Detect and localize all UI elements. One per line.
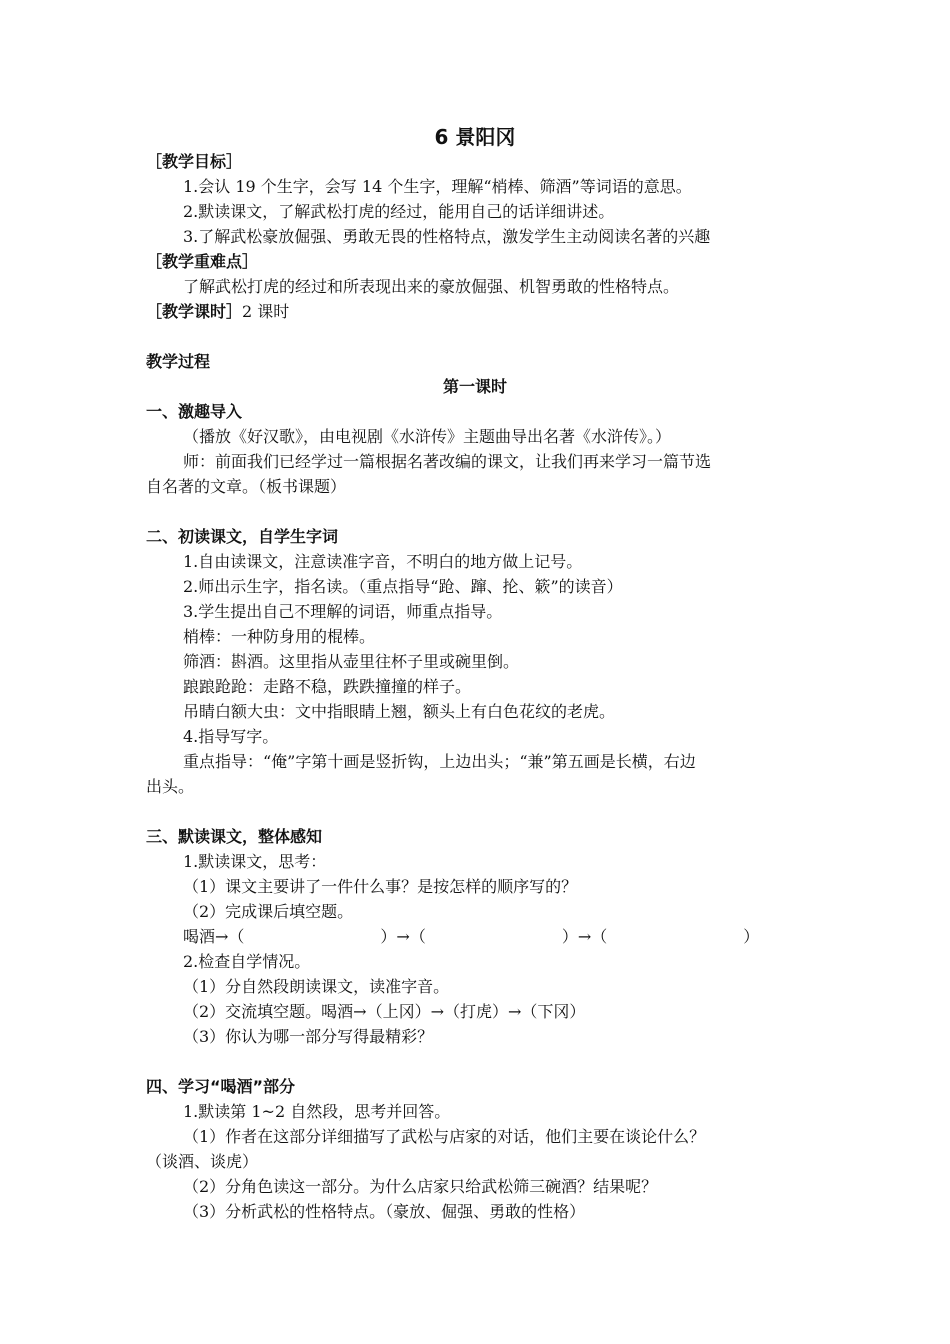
hours-heading: ［教学课时］: [146, 302, 243, 321]
word-definition: 梢棒：一种防身用的棍棒。: [183, 627, 376, 646]
fill-end: ）: [743, 927, 760, 946]
question: （1）作者在这部分详细描写了武松与店家的对话，他们主要在谈论什么？: [183, 1127, 706, 1146]
word-definition: 踉踉跄跄：走路不稳，跌跌撞撞的样子。: [183, 677, 472, 696]
word-definition: 吊睛白额大虫：文中指眼睛上翘，额头上有白色花纹的老虎。: [183, 702, 616, 721]
list-item: 3.学生提出自己不理解的词语，师重点指导。: [183, 602, 503, 621]
goal-item: 1.会认 19 个生字，会写 14 个生字，理解“梢棒、筛酒”等词语的意思。: [183, 177, 692, 196]
key-points-heading: ［教学重难点］: [146, 252, 259, 271]
goals-heading: ［教学目标］: [146, 152, 243, 171]
section-heading: 二、初读课文，自学生字词: [146, 527, 339, 546]
process-heading: 教学过程: [146, 352, 211, 371]
paragraph: （播放《好汉歌》，由电视剧《水浒传》主题曲导出名著《水浒传》。）: [183, 427, 672, 446]
paragraph: 重点指导：“俺”字第十画是竖折钩，上边出头；“兼”第五画是长横，右边: [183, 752, 696, 771]
goal-item: 2.默读课文，了解武松打虎的经过，能用自己的话详细讲述。: [183, 202, 615, 221]
question: （3）分析武松的性格特点。（豪放、倔强、勇敢的性格）: [183, 1202, 586, 1221]
paragraph: 师：前面我们已经学过一篇根据名著改编的课文，让我们再来学习一篇节选: [183, 452, 712, 471]
list-item: 1.默读第 1~2 自然段，思考并回答。: [183, 1102, 451, 1121]
key-points-text: 了解武松打虎的经过和所表现出来的豪放倔强、机智勇敢的性格特点。: [183, 277, 680, 296]
section-heading: 一、激趣导入: [146, 402, 243, 421]
check-item: （3）你认为哪一部分写得最精彩？: [183, 1027, 434, 1046]
check-item: （2）交流填空题。喝酒→（上冈）→（打虎）→（下冈）: [183, 1002, 586, 1021]
list-item: 4.指导写字。: [183, 727, 279, 746]
question: （2）分角色读这一部分。为什么店家只给武松筛三碗酒？结果呢？: [183, 1177, 658, 1196]
lesson-heading: 第一课时: [442, 377, 507, 396]
check-item: （1）分自然段朗读课文，读准字音。: [183, 977, 450, 996]
fill-in-blanks: [183, 926, 759, 948]
paragraph: 出头。: [146, 777, 195, 796]
question: （1）课文主要讲了一件什么事？是按怎样的顺序写的？: [183, 877, 578, 896]
answer: （谈酒、谈虎）: [146, 1152, 259, 1171]
paragraph: 自名著的文章。（板书课题）: [146, 477, 347, 496]
list-item: 2.师出示生字，指名读。（重点指导“跄、蹿、抡、簌”的读音）: [183, 577, 623, 596]
page-title: 6 景阳冈: [434, 125, 516, 149]
list-item: 1.自由读课文，注意读准字音，不明白的地方做上记号。: [183, 552, 583, 571]
question: （2）完成课后填空题。: [183, 902, 354, 921]
fill-mid: ）→（: [561, 927, 608, 946]
hours-line: [146, 301, 289, 323]
goal-item: 3.了解武松豪放倔强、勇敢无畏的性格特点，激发学生主动阅读名著的兴趣: [183, 227, 711, 246]
fill-start: 喝酒→（: [183, 927, 245, 946]
list-item: 1.默读课文，思考：: [183, 852, 327, 871]
hours-value: 2 课时: [242, 302, 290, 321]
section-heading: 四、学习“喝酒”部分: [146, 1077, 296, 1096]
word-definition: 筛酒：斟酒。这里指从壶里往杯子里或碗里倒。: [183, 652, 520, 671]
fill-mid: ）→（: [380, 927, 426, 946]
list-item: 2.检查自学情况。: [183, 952, 311, 971]
section-heading: 三、默读课文，整体感知: [146, 827, 323, 846]
